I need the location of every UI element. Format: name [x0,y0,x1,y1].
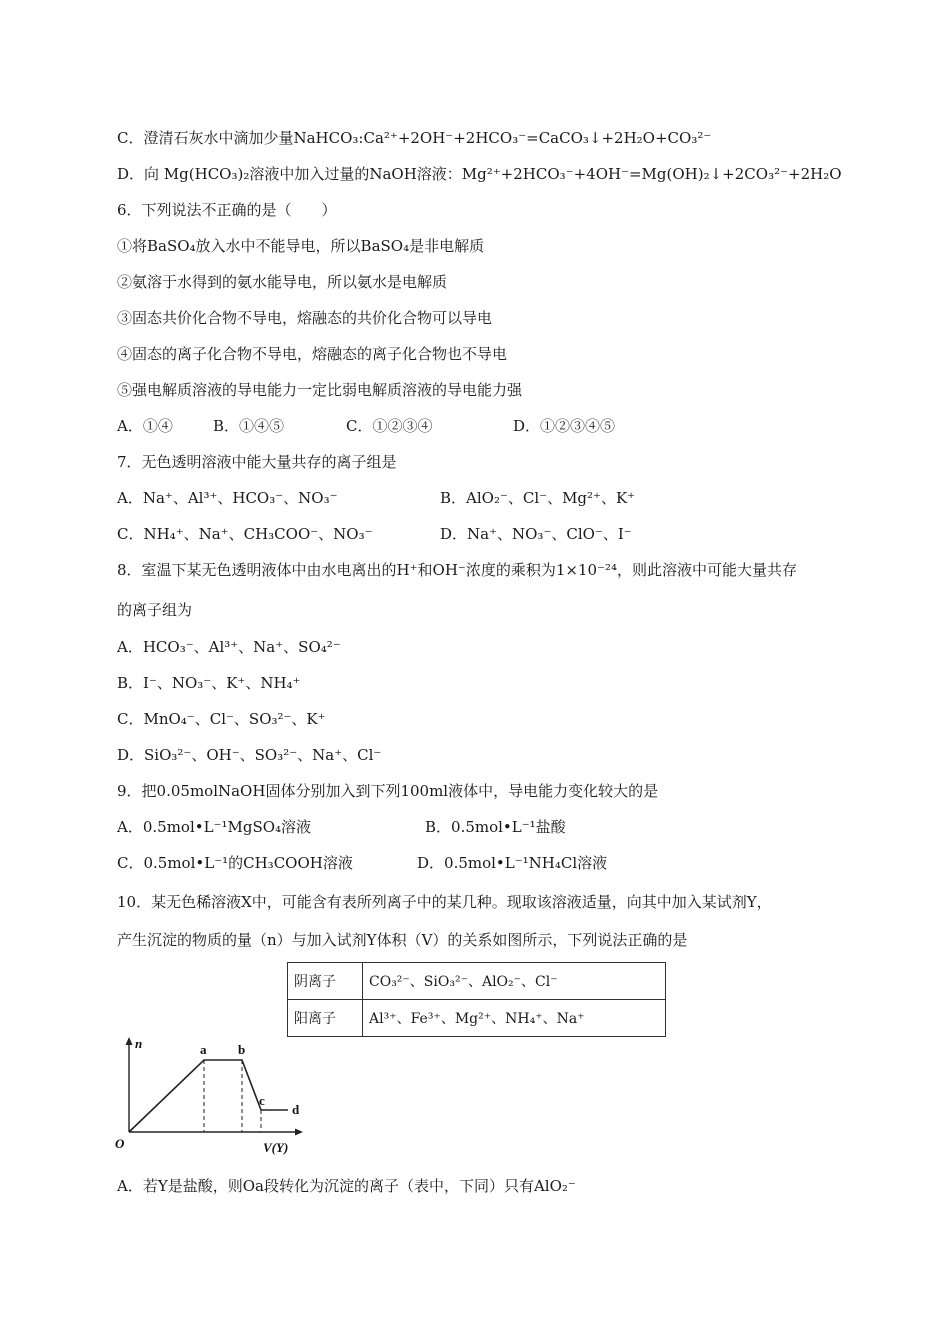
q8-option-b: B．I⁻、NO₃⁻、K⁺、NH₄⁺ [117,674,301,692]
q8-stem-line2: 的离子组为 [117,601,193,619]
q9-option-c: C．0.5mol•L⁻¹的CH₃COOH溶液 [117,854,353,872]
q8-option-d: D．SiO₃²⁻、OH⁻、SO₃²⁻、Na⁺、Cl⁻ [117,746,382,764]
q10-stem-line1: 10．某无色稀溶液X中，可能含有表所列离子中的某几种。现取该溶液适量，向其中加入某试剂Y， [117,893,772,911]
x-axis-label: V(Y) [263,1140,289,1155]
q8-option-c: C．MnO₄⁻、Cl⁻、SO₃²⁻、K⁺ [117,710,326,728]
q7-option-d: D．Na⁺、NO₃⁻、ClO⁻、I⁻ [440,525,632,543]
anion-label: 阴离子 [288,963,363,1000]
q9-option-d: D．0.5mol•L⁻¹NH₄Cl溶液 [417,854,608,872]
q6-statement-4: ④固态的离子化合物不导电，熔融态的离子化合物也不导电 [117,345,508,363]
cation-values: Al³⁺、Fe³⁺、Mg²⁺、NH₄⁺、Na⁺ [363,1000,666,1037]
q6-option-c: C．①②③④ [346,417,433,435]
anion-row [288,963,666,1000]
q8-option-a: A．HCO₃⁻、Al³⁺、Na⁺、SO₄²⁻ [117,638,341,656]
q6-option-b: B．①④⑤ [213,417,285,435]
y-axis-label: n [135,1036,143,1051]
point-d-label: d [292,1102,300,1117]
cation-label: 阳离子 [288,1000,363,1037]
q6-option-d: D．①②③④⑤ [513,417,616,435]
origin-label: O [115,1136,125,1151]
q6-stem: 6．下列说法不正确的是（ ） [117,201,337,219]
q6-statement-5: ⑤强电解质溶液的导电能力一定比弱电解质溶液的导电能力强 [117,381,523,399]
q6-statement-3: ③固态共价化合物不导电，熔融态的共价化合物可以导电 [117,309,493,327]
precipitate-graph [113,1035,313,1160]
q6-option-a: A．①④ [117,417,173,435]
y-arrow-icon [126,1037,133,1045]
q6-statement-1: ①将BaSO₄放入水中不能导电，所以BaSO₄是非电解质 [117,237,485,255]
q7-stem: 7．无色透明溶液中能大量共存的离子组是 [117,453,397,471]
x-arrow-icon [295,1129,303,1136]
q8-stem-line1: 8．室温下某无色透明液体中由水电离出的H⁺和OH⁻浓度的乘积为1×10⁻²⁴，则此溶液中可能大量共存 [117,561,797,579]
point-b-label: b [238,1042,246,1057]
q7-option-c: C．NH₄⁺、Na⁺、CH₃COO⁻、NO₃⁻ [117,525,373,543]
cation-row [288,1000,666,1037]
q5-option-c: C．澄清石灰水中滴加少量NaHCO₃:Ca²⁺+2OH⁻+2HCO₃⁻=CaCO₃↓+2H₂O+CO₃²⁻ [117,129,712,147]
q9-option-b: B．0.5mol•L⁻¹盐酸 [425,818,566,836]
ion-table [287,962,666,1037]
anion-values: CO₃²⁻、SiO₃²⁻、AlO₂⁻、Cl⁻ [363,963,666,1000]
point-c-label: c [259,1093,265,1108]
q10-stem-line2: 产生沉淀的物质的量（n）与加入试剂Y体积（V）的关系如图所示，下列说法正确的是 [117,931,688,949]
q10-option-a: A．若Y是盐酸，则Oa段转化为沉淀的离子（表中，下同）只有AlO₂⁻ [117,1177,576,1195]
q9-stem: 9．把0.05molNaOH固体分别加入到下列100ml液体中，导电能力变化较大的是 [117,782,659,800]
q7-option-b: B．AlO₂⁻、Cl⁻、Mg²⁺、K⁺ [440,489,636,507]
point-a-label: a [200,1042,207,1057]
q9-option-a: A．0.5mol•L⁻¹MgSO₄溶液 [117,818,312,836]
q7-option-a: A．Na⁺、Al³⁺、HCO₃⁻、NO₃⁻ [117,489,338,507]
q5-option-d: D．向 Mg(HCO₃)₂溶液中加入过量的NaOH溶液：Mg²⁺+2HCO₃⁻+4OH⁻=Mg(OH)₂↓+2CO₃²⁻+2H₂O [117,165,842,183]
q6-statement-2: ②氨溶于水得到的氨水能导电，所以氨水是电解质 [117,273,448,291]
